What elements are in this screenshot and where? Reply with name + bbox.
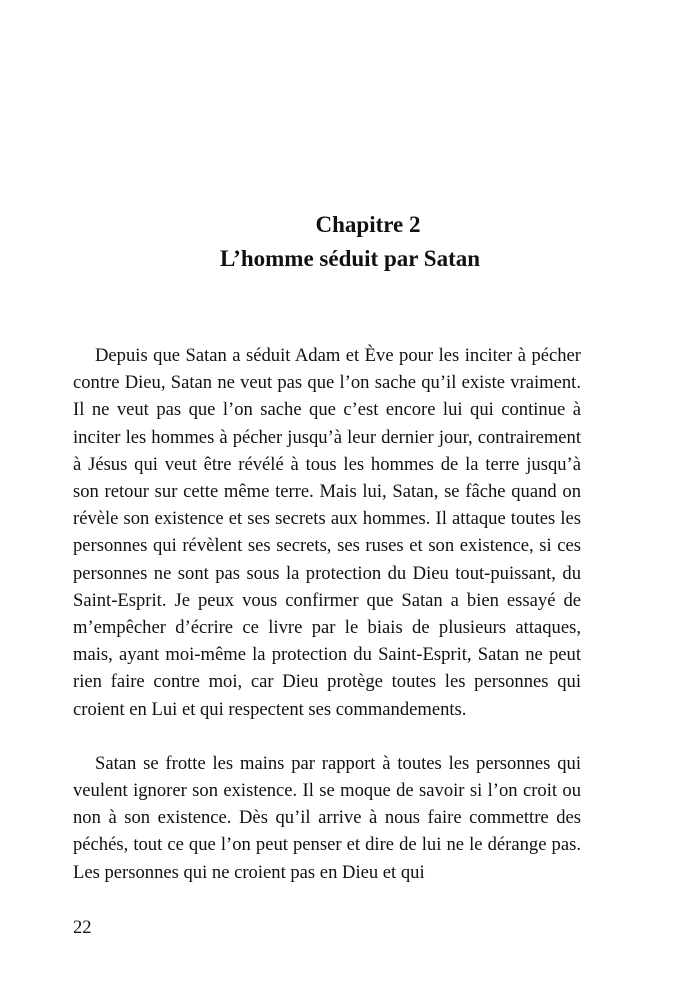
chapter-title: L’homme séduit par Satan xyxy=(219,246,481,271)
paragraph: Depuis que Satan a séduit Adam et Ève pour les inciter à pécher contre Dieu, Satan ne veut pas que l’on sache qu’il existe vraiment. Il ne veut pas que l’on sache que c’est encore lui qui continue à inciter les hommes à pécher jusqu’à leur dernier jour, contrairement à Jésus qui veut être révélé à tous les hommes de la terre jusqu’à son retour sur cette même terre. Mais lui, Satan, se fâche quand on révèle son existence et ses secrets aux hommes. Il attaque toutes les personnes qui révèlent ses secrets, ses ruses et son existence, si ces personnes ne sont pas sous la protection du Dieu tout-puissant, du Saint-Esprit. Je peux vous confirmer que Satan a bien essayé de m’empêcher d’écrire ce livre par le biais de plusieurs attaques, mais, ayant moi-même la protection du Saint-Esprit, Satan ne peut rien faire contre moi, car Dieu protège toutes les personnes qui croient en Lui et qui respectent ses commandements. xyxy=(73,345,581,720)
body-text xyxy=(73,342,581,886)
chapter-number: Chapitre 2 xyxy=(315,212,421,237)
paragraph: Satan se frotte les mains par rapport à toutes les personnes qui veulent ignorer son existence. Il se moque de savoir si l’on croit ou non à son existence. Dès qu’il arrive à nous faire commettre des péchés, tout ce que l’on peut penser et dire de lui ne le dérange pas. Les personnes qui ne croient pas en Dieu et qui xyxy=(73,752,581,883)
chapter-heading xyxy=(0,208,700,276)
page-number: 22 xyxy=(73,917,92,938)
